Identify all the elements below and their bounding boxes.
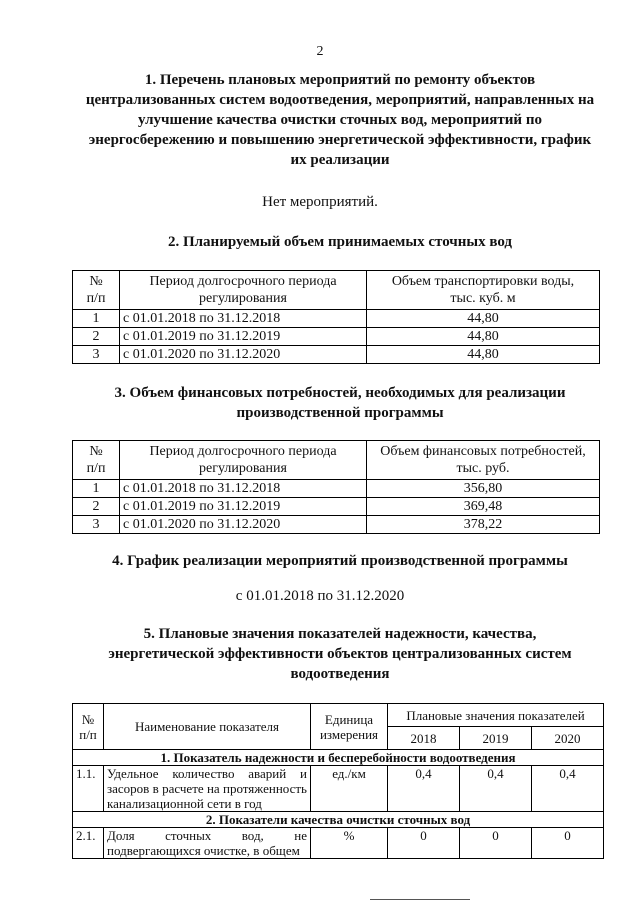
section4-title: 4. График реализации мероприятий производственной программы [112,553,568,569]
header-text: измерения [319,726,379,742]
col-num-header [73,441,120,480]
row-period: с 01.01.2019 по 31.12.2019 [120,498,367,516]
table-row [73,516,600,534]
section3-title-line: производственной программы [236,405,444,421]
row-value-2018: 0 [388,828,460,859]
row-name: Удельное количество аварий и засоров в расчете на протяженность канализационной сети в год [104,766,311,812]
table-row [73,766,604,812]
table-group-row [73,750,604,766]
col-2020-header: 2020 [531,727,603,750]
row-num: 3 [73,346,120,364]
header-text: регулирования [199,291,287,306]
col-planned-header: Плановые значения показателей [388,704,604,727]
row-period: с 01.01.2020 по 31.12.2020 [120,346,367,364]
row-value: 378,22 [367,516,600,534]
col-period-header [120,441,367,480]
row-num: 3 [73,516,120,534]
header-text: № [89,444,103,459]
section5-title-line: энергетической эффективности объектов централизованных систем [108,646,572,662]
table-row [73,346,600,364]
row-period: с 01.01.2019 по 31.12.2019 [120,328,367,346]
table-row [73,480,600,498]
financial-needs-table [72,440,600,534]
row-value-2018: 0,4 [388,766,460,812]
header-text: Единица [324,711,374,727]
header-text: № [81,711,95,727]
section1-title-line: энергосбережению и повышению энергетической эффективности, график [88,132,592,148]
row-unit: % [311,828,388,859]
col-value-header [367,441,600,480]
table-header-row [73,704,604,727]
section1-title-line: улучшение качества очистки сточных вод, мероприятий по [138,112,542,128]
section4-period: с 01.01.2018 по 31.12.2020 [235,588,405,604]
header-text: п/п [79,726,97,742]
group-treatment-quality: 2. Показатели качества очистки сточных вод [73,812,604,828]
indicators-table [72,703,604,859]
table-group-row [73,812,604,828]
table-row [73,328,600,346]
col-num-header [73,704,104,750]
section5-title-line: водоотведения [290,666,390,682]
section3-title [70,383,610,423]
col-2018-header: 2018 [388,727,460,750]
wastewater-volume-table [72,270,600,364]
col-value-header [367,271,600,310]
row-num: 2.1. [73,828,104,859]
section1-title-line: централизованных систем водоотведения, мероприятий, направленных на [85,92,595,108]
header-text: п/п [86,291,106,306]
row-value-2020: 0,4 [531,766,603,812]
section2-title: 2. Планируемый объем принимаемых сточных вод [167,234,513,250]
row-value-2020: 0 [531,828,603,859]
page-bottom-rule [370,899,470,900]
section5-title-line: 5. Плановые значения показателей надежности, качества, [143,626,537,642]
col-2019-header: 2019 [459,727,531,750]
section3-title-line: 3. Объем финансовых потребностей, необходимых для реализации [114,385,566,401]
group-reliability: 1. Показатель надежности и бесперебойности водоотведения [73,750,604,766]
row-value: 369,48 [367,498,600,516]
header-text: Период долгосрочного периода [149,274,337,289]
header-text: регулирования [199,461,287,476]
row-num: 1 [73,310,120,328]
header-text: Период долгосрочного периода [149,444,337,459]
col-name-header: Наименование показателя [104,704,311,750]
row-period: с 01.01.2018 по 31.12.2018 [120,310,367,328]
col-num-header [73,271,120,310]
row-period: с 01.01.2020 по 31.12.2020 [120,516,367,534]
page-number: 2 [316,44,324,59]
row-value-2019: 0,4 [459,766,531,812]
row-num: 1.1. [73,766,104,812]
header-text: Объем финансовых потребностей, [380,444,586,459]
row-num: 2 [73,498,120,516]
header-text: № [89,274,103,289]
section1-title-line: их реализации [290,152,390,168]
header-text: Объем транспортировки воды, [391,274,575,289]
header-text: тыс. руб. [456,461,510,476]
section5-title [70,624,610,684]
section1-title [70,70,610,170]
row-unit: ед./км [311,766,388,812]
section1-note: Нет мероприятий. [262,194,378,210]
section1-title-line: 1. Перечень плановых мероприятий по ремонту объектов [144,72,536,88]
row-num: 2 [73,328,120,346]
header-text: п/п [86,461,106,476]
table-row [73,310,600,328]
row-value-2019: 0 [459,828,531,859]
row-value: 44,80 [367,346,600,364]
row-name: Доля сточных вод, не подвергающихся очистке, в общем [104,828,311,859]
table-header-row [73,271,600,310]
row-value: 44,80 [367,310,600,328]
table-header-row [73,441,600,480]
table-row [73,498,600,516]
table-row [73,828,604,859]
col-unit-header [311,704,388,750]
row-num: 1 [73,480,120,498]
header-text: тыс. куб. м [450,291,516,306]
row-value: 356,80 [367,480,600,498]
row-value: 44,80 [367,328,600,346]
col-period-header [120,271,367,310]
row-period: с 01.01.2018 по 31.12.2018 [120,480,367,498]
